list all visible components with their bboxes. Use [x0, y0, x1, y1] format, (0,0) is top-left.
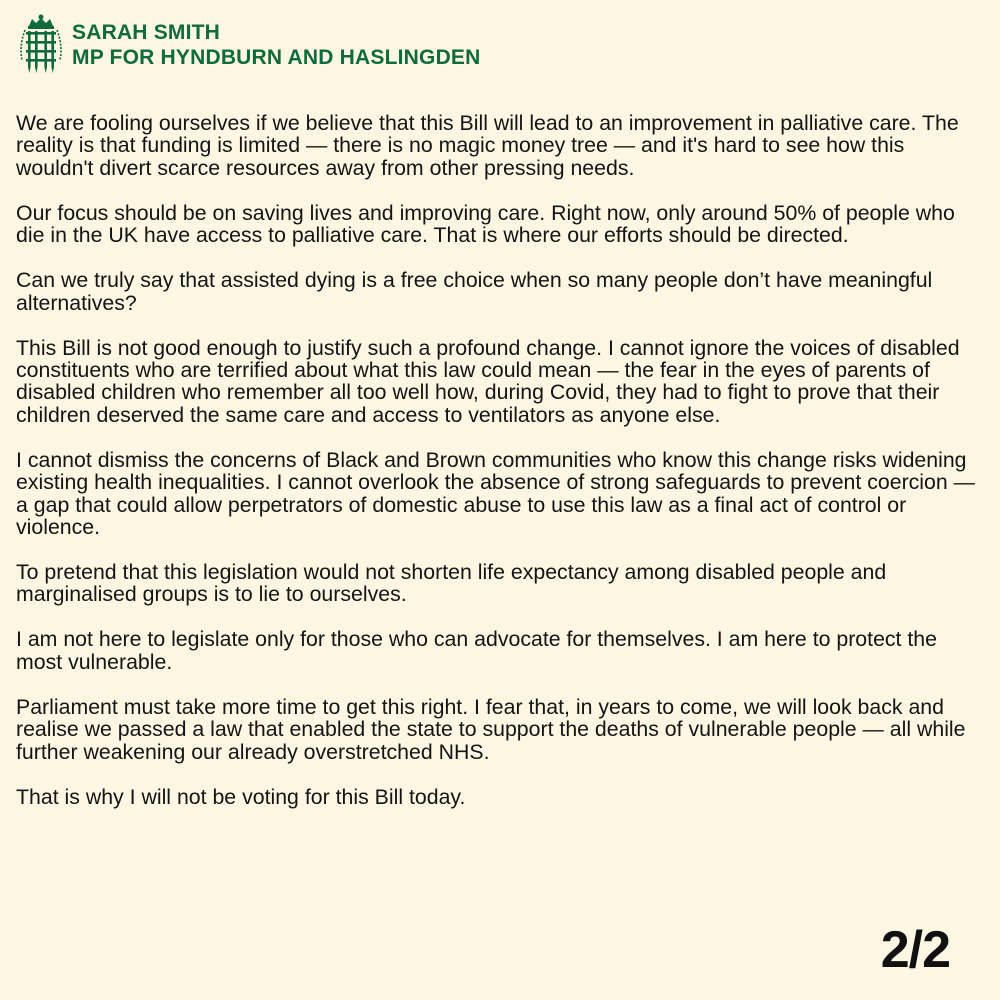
header-text	[72, 20, 481, 70]
paragraph: We are fooling ourselves if we believe that this Bill will lead to an improvement in palliative care. The reality is that funding is limited — there is no magic money tree — and it's hard to see how this wouldn't divert scarce resources away from other pressing needs.	[16, 111, 959, 180]
paragraph: To pretend that this legislation would not shorten life expectancy among disabled people and marginalised groups is to lie to ourselves.	[16, 560, 887, 607]
mp-constituency: MP FOR HYNDBURN AND HASLINGDEN	[72, 46, 481, 69]
paragraph: I cannot dismiss the concerns of Black and Brown communities who know this change risks widening existing health inequalities. I cannot overlook the absence of strong safeguards to prevent coercion — a gap that could allow perpetrators of domestic abuse to use this law as a final act of control or violence.	[16, 447, 975, 540]
paragraph: That is why I will not be voting for this Bill today.	[16, 784, 466, 809]
paragraph: I am not here to legislate only for those who can advocate for themselves. I am here to protect the most vulnerable.	[16, 627, 937, 674]
paragraph: Parliament must take more time to get this right. I fear that, in years to come, we will look back and realise we passed a law that enabled the state to support the deaths of vulnerable people — all while further weakening our already overstretched NHS.	[16, 694, 966, 764]
portcullis-icon	[16, 14, 66, 76]
header	[16, 14, 481, 76]
paragraph: Our focus should be on saving lives and improving care. Right now, only around 50% of people who die in the UK have access to palliative care. That is where our efforts should be directed.	[16, 200, 955, 248]
paragraph: Can we truly say that assisted dying is a free choice when so many people don’t have meaningful alternatives?	[16, 268, 933, 315]
page-number: 2/2	[880, 921, 950, 979]
paragraph: This Bill is not good enough to justify such a profound change. I cannot ignore the voices of disabled constituents who are terrified about what this law could mean — the fear in the eyes of parents of disabled children who remember all too well how, during Covid, they had to fight to prove that their children deserved the same care and access to ventilators as anyone else.	[16, 335, 960, 427]
mp-name: SARAH SMITH	[72, 21, 221, 44]
statement-body	[16, 112, 986, 831]
